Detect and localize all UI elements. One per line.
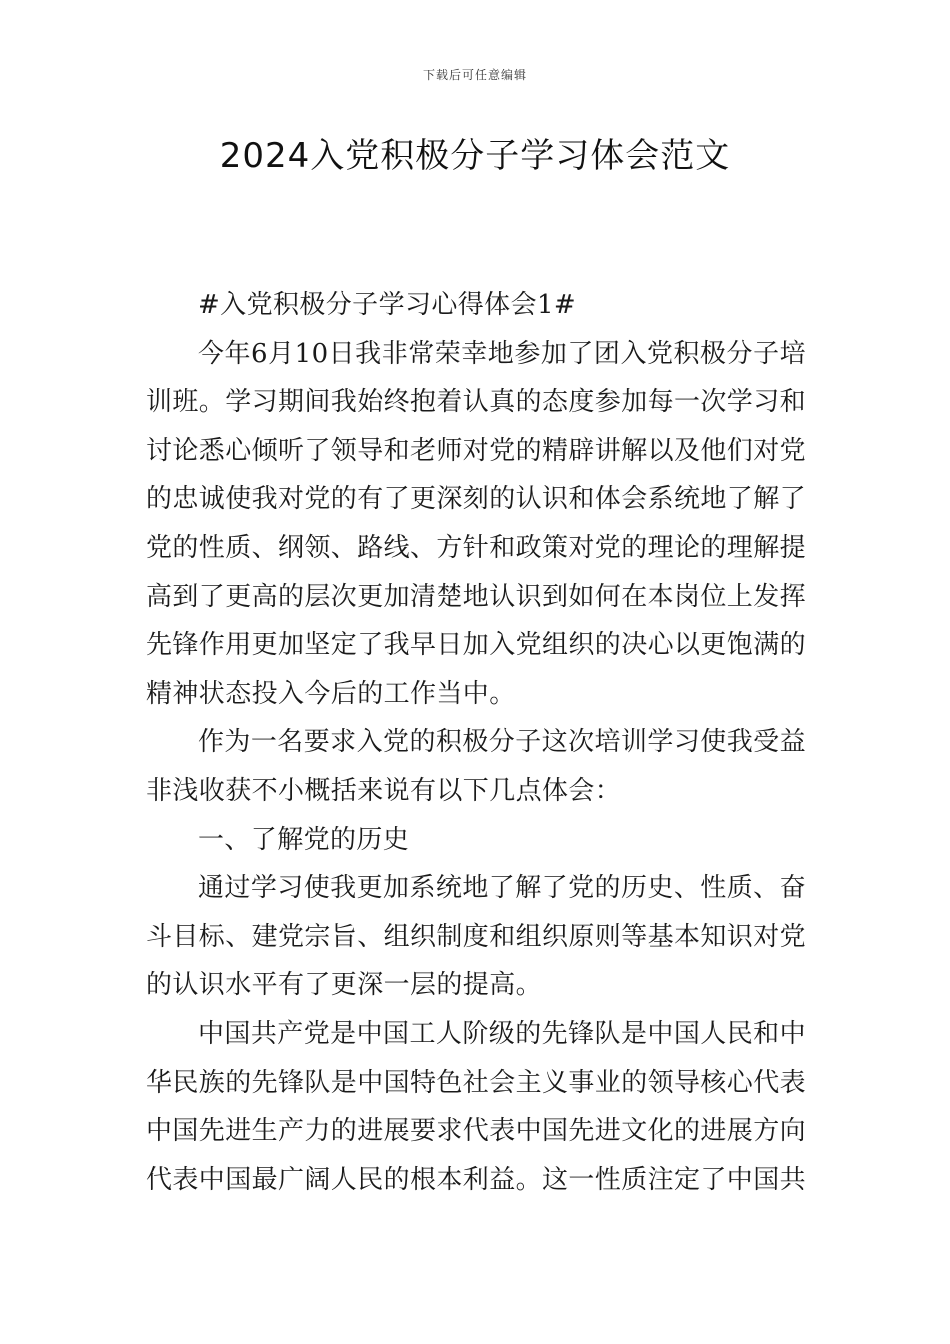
paragraph: 中国共产党是中国工人阶级的先锋队是中国人民和中华民族的先锋队是中国特色社会主义事业的领导核心代表中国先进生产力的进展要求代表中国先进文化的进展方向代表中国最广阔人民的根本利益。这一性质注定了中国共 bbox=[146, 1018, 807, 1195]
document-title: 2024入党积极分子学习体会范文 bbox=[219, 136, 731, 176]
header-note: 下载后可任意编辑 bbox=[422, 68, 527, 82]
paragraph: 作为一名要求入党的积极分子这次培训学习使我受益非浅收获不小概括来说有以下几点体会： bbox=[146, 727, 806, 806]
subsection-heading: 一、了解党的历史 bbox=[198, 824, 410, 855]
paragraph: 今年6月10日我非常荣幸地参加了团入党积极分子培训班。学习期间我始终抱着认真的态度参加每一次学习和讨论悉心倾听了领导和老师对党的精辟讲解以及他们对党的忠诚使我对党的有了更深刻的认识和体会系统地了解了党的性质、纲领、路线、方针和政策对党的理论的理解提高到了更高的层次更加清楚地认识到如何在本岗位上发挥先锋作用更加坚定了我早日加入党组织的决心以更饱满的精神状态投入今后的工作当中。 bbox=[146, 338, 807, 709]
section-heading: #入党积极分子学习心得体会1# bbox=[198, 290, 577, 320]
document-body bbox=[146, 281, 806, 1204]
paragraph: 通过学习使我更加系统地了解了党的历史、性质、奋斗目标、建党宗旨、组织制度和组织原则等基本知识对党的认识水平有了更深一层的提高。 bbox=[146, 873, 807, 1001]
